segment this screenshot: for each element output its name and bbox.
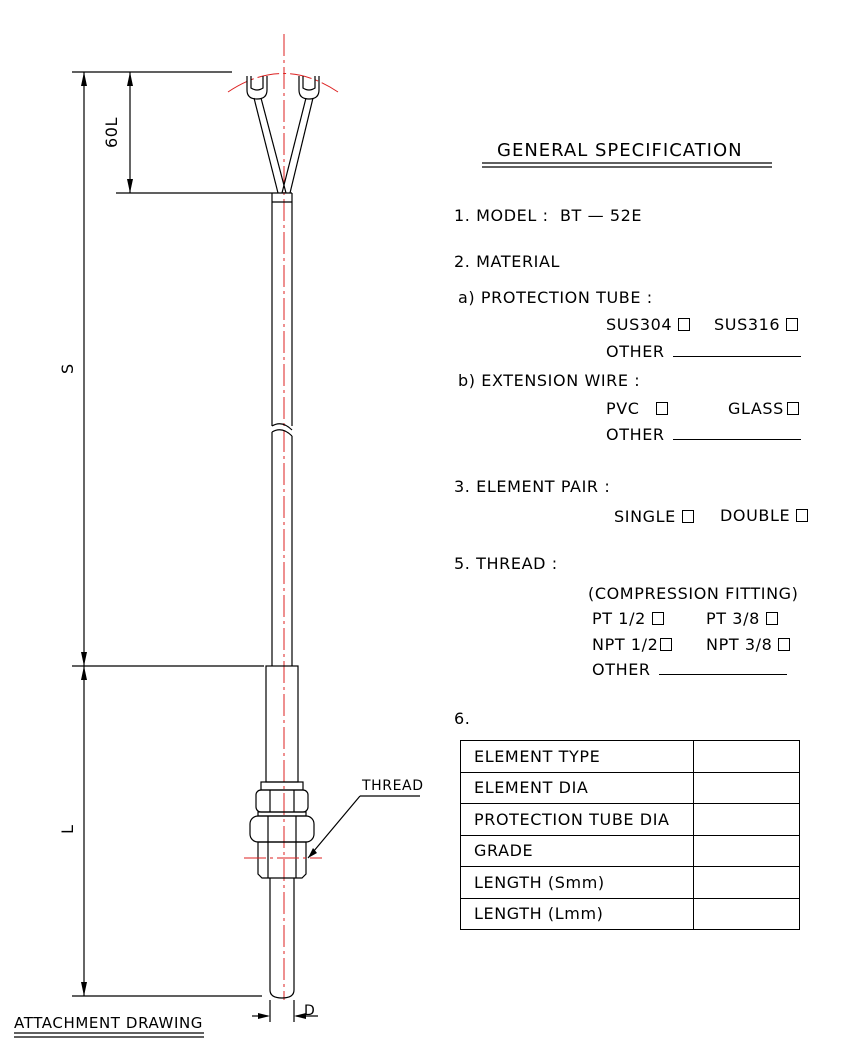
spec-model: 1. MODEL : BT — 52E	[454, 206, 643, 225]
dimension-label-d: D	[304, 1003, 316, 1019]
blank-wire-other[interactable]	[673, 438, 801, 440]
thread-leader	[308, 796, 360, 858]
blank-tube-other[interactable]	[673, 355, 801, 357]
option-tube-other-label: OTHER	[606, 342, 665, 361]
table-cell-value[interactable]	[694, 772, 800, 804]
terminal-arc	[228, 74, 338, 93]
option-sus316	[714, 317, 798, 333]
table-cell-label: LENGTH (Lmm)	[461, 898, 694, 930]
blank-thread-other[interactable]	[659, 673, 787, 675]
table-cell-label: PROTECTION TUBE DIA	[461, 804, 694, 836]
table-cell-value[interactable]	[694, 835, 800, 867]
option-single-label: SINGLE	[614, 507, 676, 526]
table-row	[461, 835, 800, 867]
spec-compression: (COMPRESSION FITTING)	[588, 584, 799, 603]
table-row	[461, 898, 800, 930]
spec-table	[460, 740, 800, 930]
spec-title: GENERAL SPECIFICATION	[497, 140, 743, 161]
thread-callout-label: THREAD	[362, 778, 424, 794]
spec-material: 2. MATERIAL	[454, 252, 561, 271]
option-wire-other-label: OTHER	[606, 425, 665, 444]
option-thread-other-label: OTHER	[592, 660, 651, 679]
protection-tube	[266, 666, 298, 782]
table-row	[461, 772, 800, 804]
option-pt38	[706, 611, 778, 627]
option-glass	[728, 401, 799, 417]
table-cell-label: ELEMENT TYPE	[461, 741, 694, 773]
spec-thread: 5. THREAD :	[454, 554, 558, 573]
option-pt38-label: PT 3/8	[706, 609, 760, 628]
option-pt12	[592, 611, 664, 627]
fitting-collar	[261, 782, 303, 790]
option-sus304	[606, 317, 690, 333]
option-npt38	[706, 637, 790, 653]
checkbox-npt38[interactable]	[778, 638, 790, 651]
option-double-label: DOUBLE	[720, 506, 791, 525]
protection-tube-tip	[270, 878, 294, 998]
option-npt12-label: NPT 1/2	[592, 635, 659, 654]
spec-extension-wire: b) EXTENSION WIRE :	[458, 371, 641, 390]
option-thread-other	[592, 662, 787, 678]
checkbox-single[interactable]	[682, 510, 694, 523]
checkbox-pt12[interactable]	[652, 612, 664, 625]
dimension-label-l: L	[58, 824, 77, 834]
table-row	[461, 741, 800, 773]
checkbox-sus304[interactable]	[678, 318, 690, 331]
spec-protection-tube: a) PROTECTION TUBE :	[458, 288, 653, 307]
table-row	[461, 867, 800, 899]
table-row	[461, 804, 800, 836]
option-sus316-label: SUS316	[714, 315, 781, 334]
checkbox-sus316[interactable]	[786, 318, 798, 331]
fork-terminal-right	[299, 76, 319, 99]
dimension-label-s: S	[58, 363, 77, 374]
checkbox-pt38[interactable]	[766, 612, 778, 625]
spec-element-pair: 3. ELEMENT PAIR :	[454, 477, 611, 496]
compression-nut	[256, 790, 308, 812]
option-glass-label: GLASS	[728, 399, 784, 418]
table-cell-value[interactable]	[694, 804, 800, 836]
thread-part	[258, 842, 306, 878]
table-cell-label: GRADE	[461, 835, 694, 867]
checkbox-glass[interactable]	[787, 402, 799, 415]
hex-body	[250, 816, 314, 842]
option-npt38-label: NPT 3/8	[706, 635, 773, 654]
table-cell-value[interactable]	[694, 867, 800, 899]
option-wire-other	[606, 427, 801, 443]
table-cell-value[interactable]	[694, 898, 800, 930]
table-cell-label: ELEMENT DIA	[461, 772, 694, 804]
option-pvc	[606, 401, 668, 417]
checkbox-pvc[interactable]	[656, 402, 668, 415]
break-mark-lower	[272, 430, 292, 436]
break-mark-upper	[272, 424, 292, 430]
spec-item-6: 6.	[454, 709, 471, 728]
table-cell-value[interactable]	[694, 741, 800, 773]
option-tube-other	[606, 344, 801, 360]
option-npt12	[592, 637, 672, 653]
checkbox-npt12[interactable]	[660, 638, 672, 651]
table-cell-label: LENGTH (Smm)	[461, 867, 694, 899]
option-pt12-label: PT 1/2	[592, 609, 646, 628]
fork-terminal-left	[247, 76, 267, 99]
dimension-label-60l: 60L	[102, 116, 121, 148]
option-single	[614, 509, 694, 525]
checkbox-double[interactable]	[796, 509, 808, 522]
option-sus304-label: SUS304	[606, 315, 673, 334]
lead-wire-left	[254, 98, 278, 193]
attachment-drawing-title: ATTACHMENT DRAWING	[14, 1014, 204, 1032]
option-double	[720, 508, 808, 524]
option-pvc-label: PVC	[606, 399, 640, 418]
